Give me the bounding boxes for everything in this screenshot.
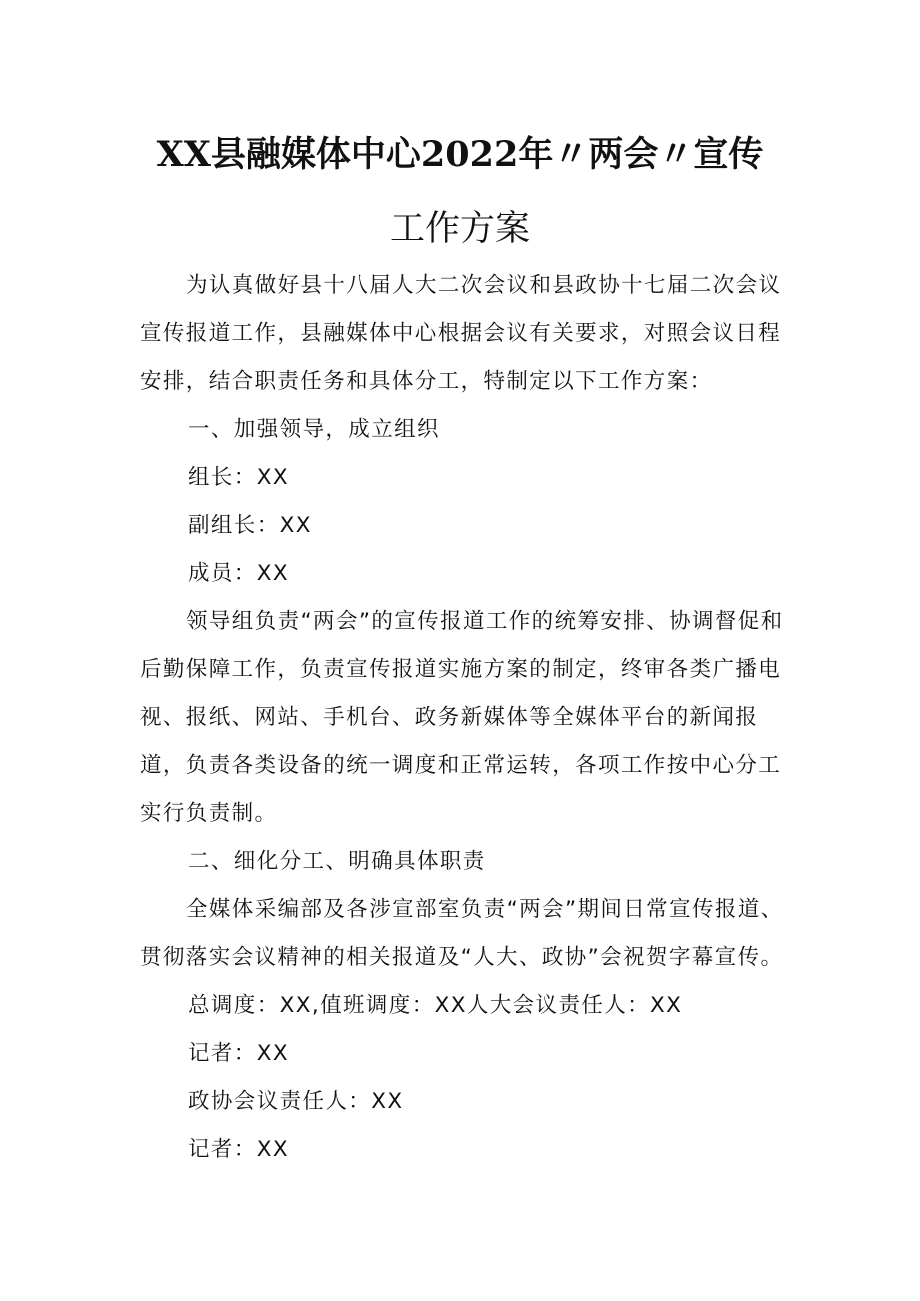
section-1-paragraph: 领导组负责“两会”的宣传报道工作的统筹安排、协调督促和后勤保障工作，负责宣传报道实施方案的制定，终审各类广播电视、报纸、网站、手机台、政务新媒体等全媒体平台的新闻报道，负责各类设备的统一调度和正常运转，各项工作按中心分工实行负责制。 xyxy=(140,609,784,826)
dispatch-line: 总调度：XX,值班调度：XX人大会议责任人：XX xyxy=(188,993,683,1018)
section-1-heading: 一、加强领导，成立组织 xyxy=(188,417,440,442)
section-2-heading: 二、细化分工、明确具体职责 xyxy=(188,849,486,874)
reporter-line-2: 记者：XX xyxy=(188,1137,289,1162)
members-line: 成员：XX xyxy=(188,561,289,586)
deputy-leader-line: 副组长：XX xyxy=(188,513,312,538)
intro-paragraph: 为认真做好县十八届人大二次会议和县政协十七届二次会议宣传报道工作，县融媒体中心根据会议有关要求，对照会议日程安排，结合职责任务和具体分工，特制定以下工作方案： xyxy=(140,273,782,394)
reporter-line-1: 记者：XX xyxy=(188,1041,289,1066)
document-title-line-1: XX县融媒体中心2022年〃两会〃宣传 xyxy=(156,134,764,175)
cppcc-owner-line: 政协会议责任人：XX xyxy=(188,1089,404,1114)
section-2-paragraph: 全媒体采编部及各涉宣部室负责“两会”期间日常宣传报道、贯彻落实会议精神的相关报道及“人大、政协”会祝贺字幕宣传。 xyxy=(140,897,784,970)
leader-line: 组长：XX xyxy=(188,465,289,490)
document-title-line-2: 工作方案 xyxy=(389,209,530,249)
